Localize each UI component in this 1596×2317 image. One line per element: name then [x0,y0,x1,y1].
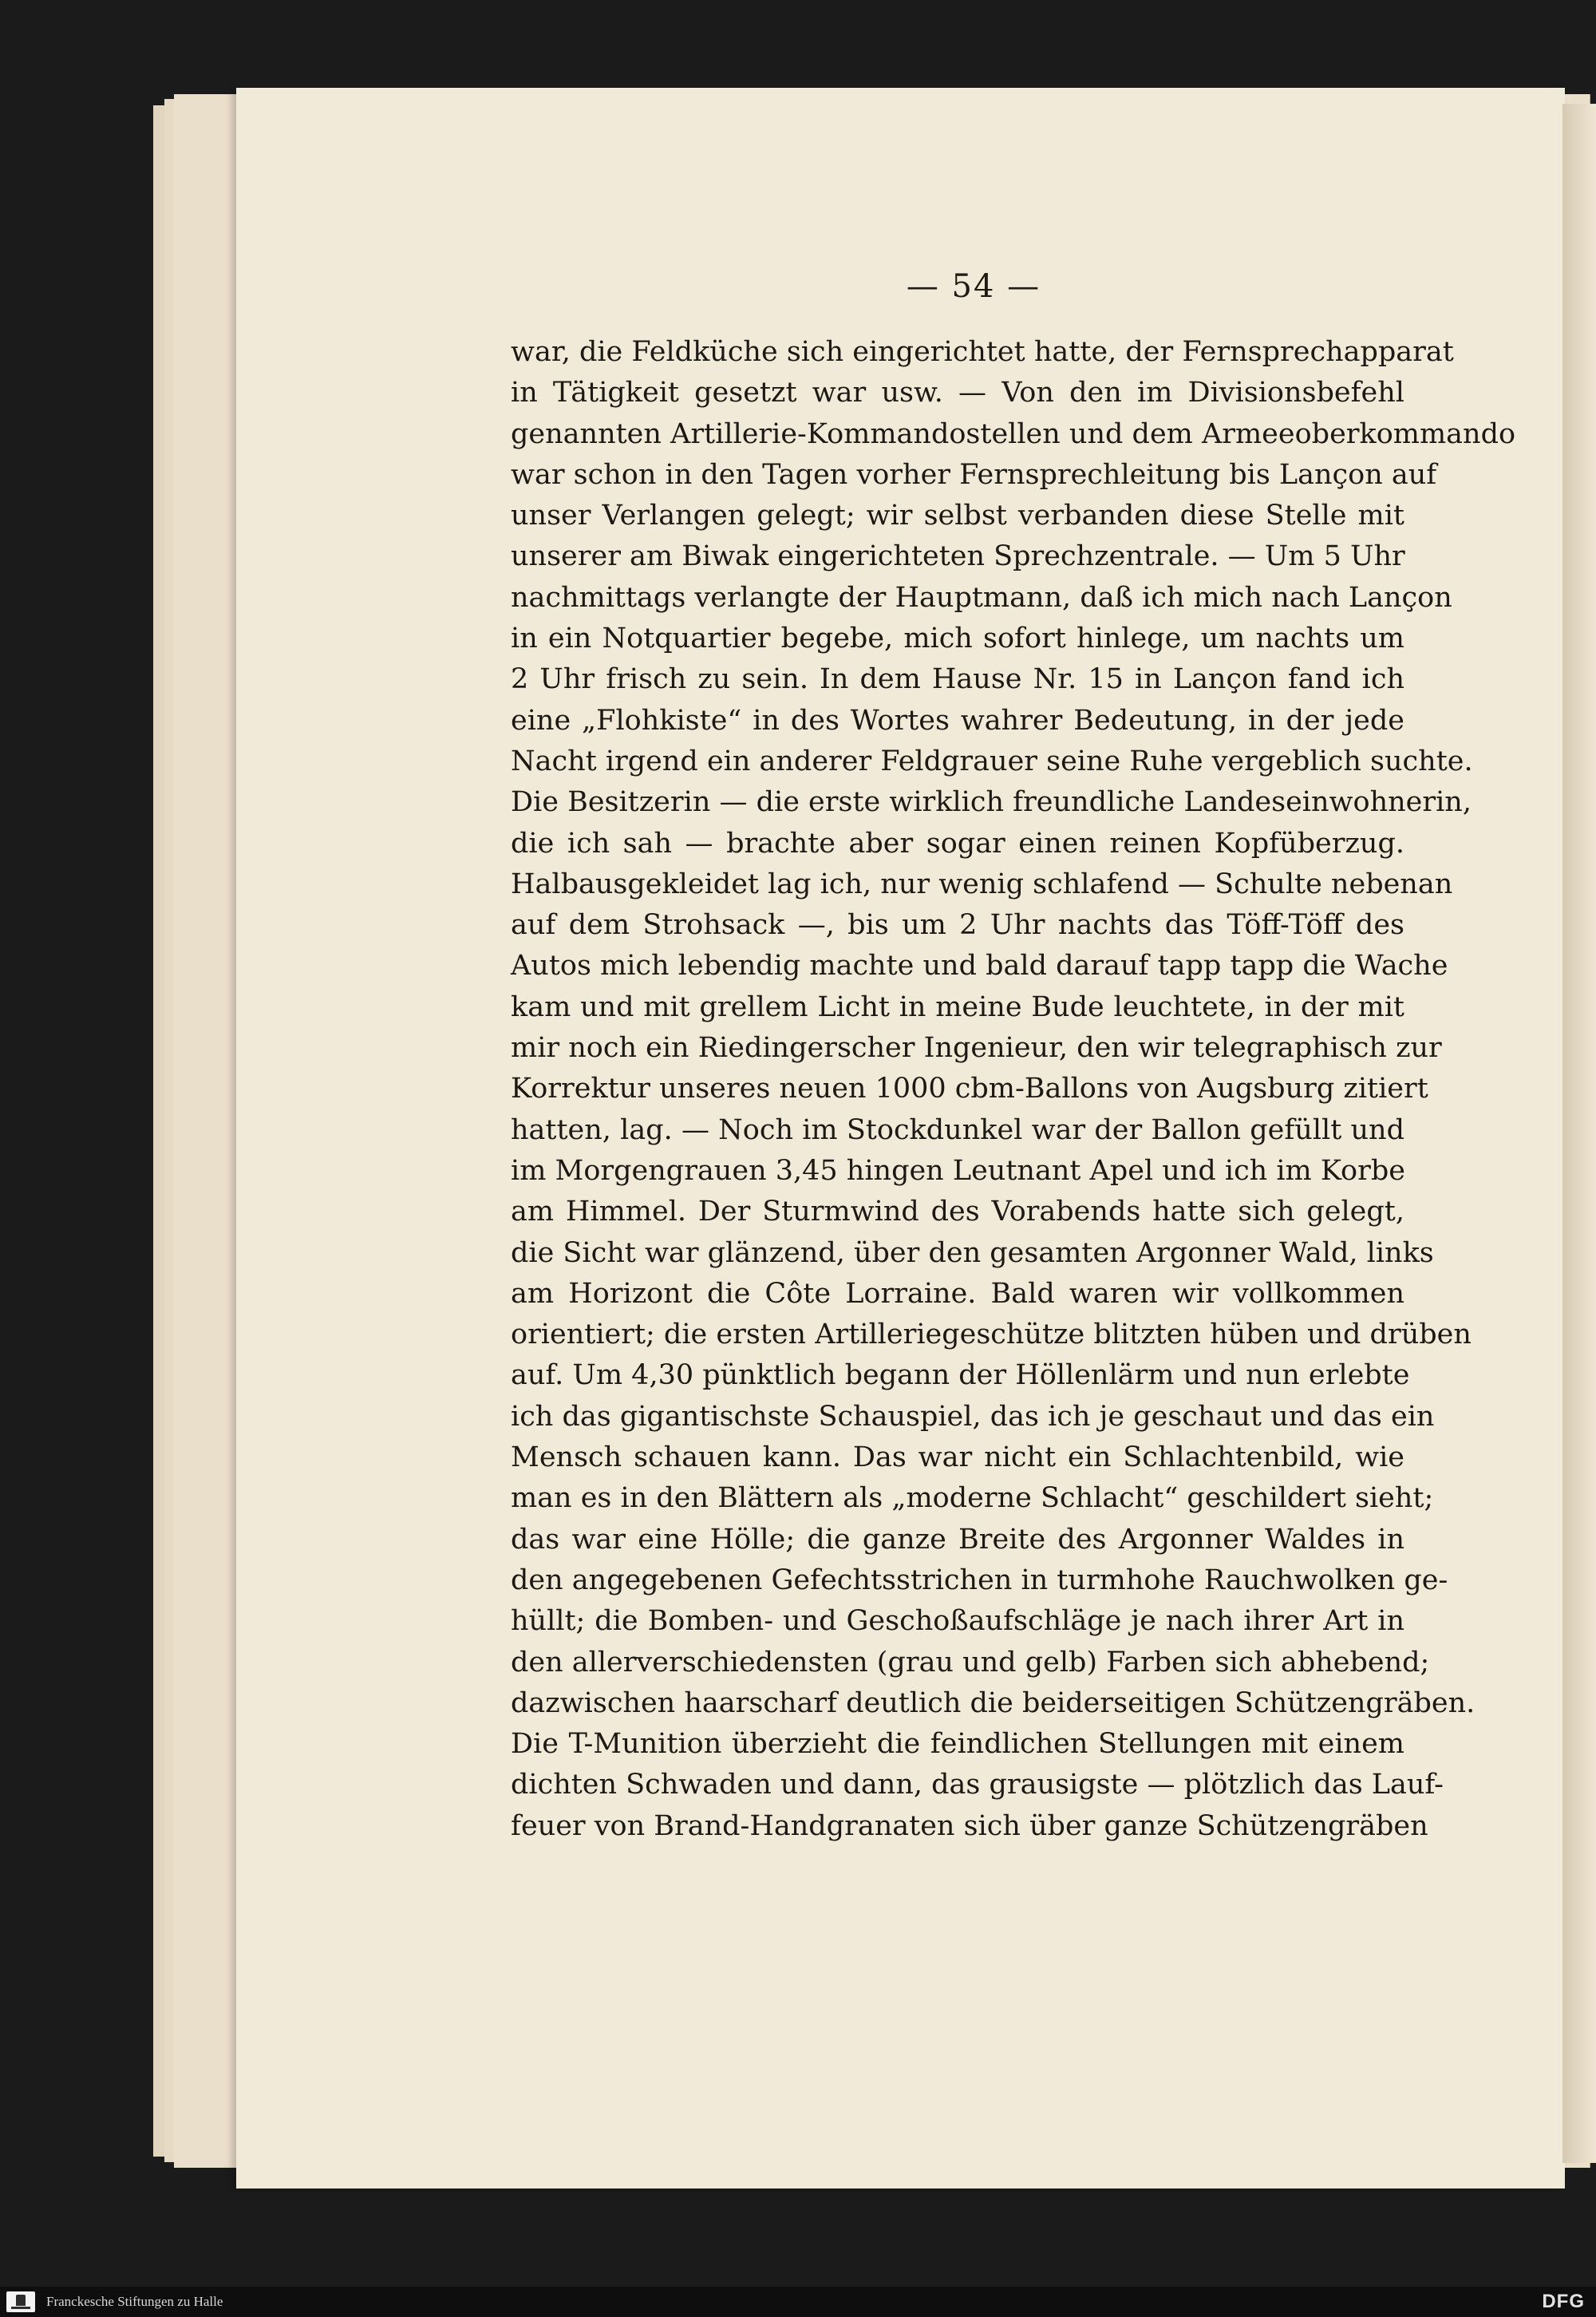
text-line: in Tätigkeit gesetzt war usw. — Von den im Divisionsbefehl [511,377,1404,409]
text-line: das war eine Hölle; die ganze Breite des Argonner Waldes in [511,1523,1404,1556]
body-text [511,332,1516,1847]
text-line: war schon in den Tagen vorher Fernsprechleitung bis Lançon auf [511,458,1437,491]
text-line: eine „Flohkiste“ in des Wortes wahrer Bedeutung, in der jede [511,704,1404,737]
text-line: orientiert; die ersten Artilleriegeschütze blitzten hüben und drüben [511,1319,1472,1351]
dfg-logo: DFG [1542,2291,1585,2312]
text-line: Korrektur unseres neuen 1000 cbm-Ballons von Augsburg zitiert [511,1073,1428,1105]
text-line: Nacht irgend ein anderer Feldgrauer seine Ruhe vergeblich suchte. [511,745,1473,777]
text-line: am Himmel. Der Sturmwind des Vorabends hatte sich gelegt, [511,1196,1404,1228]
text-line: im Morgengrauen 3,45 hingen Leutnant Apel und ich im Korbe [511,1154,1405,1187]
text-line: die Sicht war glänzend, über den gesamten Argonner Wald, links [511,1236,1434,1269]
francke-foundations-logo-icon [6,2291,35,2312]
page-number: — 54 — [906,268,1041,305]
text-line: am Horizont die Côte Lorraine. Bald waren wir vollkommen [511,1277,1404,1310]
text-line: unserer am Biwak eingerichteten Sprechzentrale. — Um 5 Uhr [511,540,1405,573]
text-line: hatten, lag. — Noch im Stockdunkel war der Ballon gefüllt und [511,1113,1404,1146]
text-line: den allerverschiedensten (grau und gelb) Farben sich abhebend; [511,1646,1430,1678]
text-line: hüllt; die Bomben- und Geschoßaufschläge je nach ihrer Art in [511,1605,1404,1638]
text-line: Mensch schauen kann. Das war nicht ein Schlachtenbild, wie [511,1441,1404,1474]
text-line: Die T-Munition überzieht die feindlichen Stellungen mit einem [511,1728,1404,1761]
page-fold-shadow [1562,104,1596,2163]
text-line: auf. Um 4,30 pünktlich begann der Höllenlärm und nun erlebte [511,1359,1410,1392]
text-line: dichten Schwaden und dann, das grausigste — plötzlich das Lauf- [511,1769,1444,1801]
text-line: kam und mit grellem Licht in meine Bude leuchtete, in der mit [511,990,1404,1023]
text-line: den angegebenen Gefechtsstrichen in turmhohe Rauchwolken ge- [511,1564,1448,1596]
text-line: man es in den Blättern als „moderne Schlacht“ geschildert sieht; [511,1482,1434,1515]
text-line: feuer von Brand-Handgranaten sich über ganze Schützengräben [511,1809,1428,1842]
institution-name: Franckesche Stiftungen zu Halle [46,2294,223,2309]
text-line: Die Besitzerin — die erste wirklich freundliche Landeseinwohnerin, [511,786,1472,819]
text-line: dazwischen haarscharf deutlich die beiderseitigen Schützengräben. [511,1686,1476,1719]
text-line: nachmittags verlangte der Hauptmann, daß ich mich nach Lançon [511,581,1452,614]
text-line: Autos mich lebendig machte und bald darauf tapp tapp die Wache [511,950,1448,983]
text-line: 2 Uhr frisch zu sein. In dem Hause Nr. 15 in Lançon fand ich [511,663,1404,696]
text-line: unser Verlangen gelegt; wir selbst verbanden diese Stelle mit [511,500,1404,532]
text-line: war, die Feldküche sich eingerichtet hatte, der Fernsprechapparat [511,336,1454,368]
text-line: ich das gigantischste Schauspiel, das ich je geschaut und das ein [511,1400,1435,1433]
text-line: genannten Artillerie-Kommandostellen und dem Armeeoberkommando [511,417,1516,450]
text-line: auf dem Strohsack —, bis um 2 Uhr nachts das Töff-Töff des [511,909,1404,942]
text-line: Halbausgekleidet lag ich, nur wenig schlafend — Schulte nebenan [511,868,1453,900]
text-line: die ich sah — brachte aber sogar einen reinen Kopfüberzug. [511,827,1404,860]
text-line: in ein Notquartier begebe, mich sofort hinlege, um nachts um [511,623,1404,655]
viewer-footer [0,2287,1596,2317]
text-line: mir noch ein Riedingerscher Ingenieur, den wir telegraphisch zur [511,1032,1442,1065]
